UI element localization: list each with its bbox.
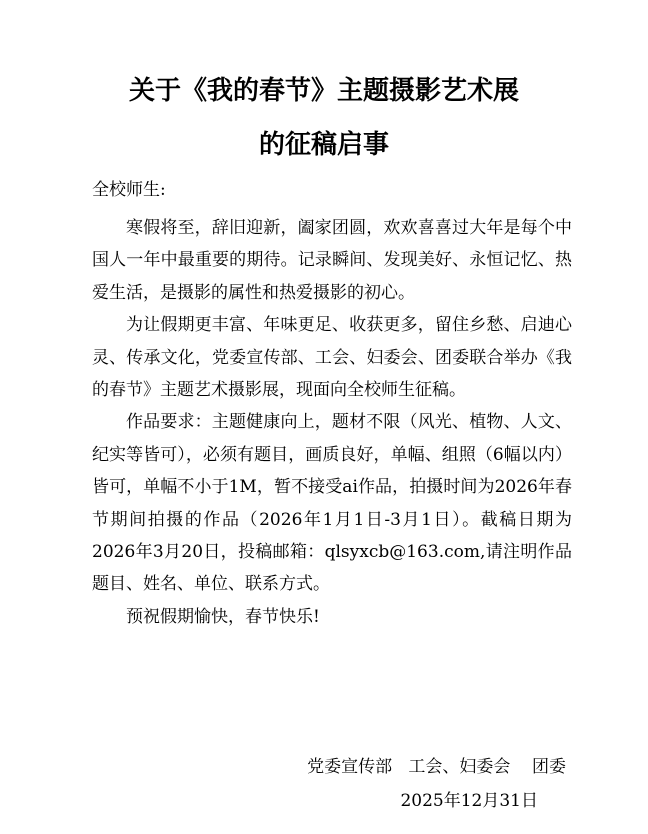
salutation: 全校师生: bbox=[92, 180, 166, 200]
title-line-2: 的征稿启事 bbox=[258, 130, 389, 160]
paragraph-requirements: 作品要求：主题健康向上，题材不限（风光、植物、人文、纪实等皆可），必须有题目，画质良好，单幅、组照（6幅以内）皆可，单幅不小于1M，暂不接受ai作品，拍摄时间为2026年春节期间拍摄的作品（2026年1月1日-3月1日）。截稿日期为2026年3月20日，投稿邮箱：qlsyxcb@163.com,请注明作品题目、姓名、单位、联系方式。 bbox=[92, 412, 572, 595]
paragraph-purpose: 为让假期更丰富、年味更足、收获更多，留住乡愁、启迪心灵、传承文化，党委宣传部、工会、妇委会、团委联合举办《我的春节》主题艺术摄影展，现面向全校师生征稿。 bbox=[92, 315, 572, 401]
title-line-1: 关于《我的春节》主题摄影艺术展 bbox=[128, 76, 519, 106]
paragraph-closing: 预祝假期愉快，春节快乐! bbox=[126, 606, 320, 627]
paragraph-intro: 寒假将至，辞旧迎新，阖家团圆，欢欢喜喜过大年是每个中国人一年中最重要的期待。记录瞬间、发现美好、永恒记忆、热爱生活，是摄影的属性和热爱摄影的初心。 bbox=[92, 218, 572, 303]
notice-body bbox=[92, 212, 572, 633]
signature-organizers: 党委宣传部 工会、妇委会 团委 bbox=[307, 757, 566, 777]
signature-date: 2025年12月31日 bbox=[400, 791, 538, 811]
